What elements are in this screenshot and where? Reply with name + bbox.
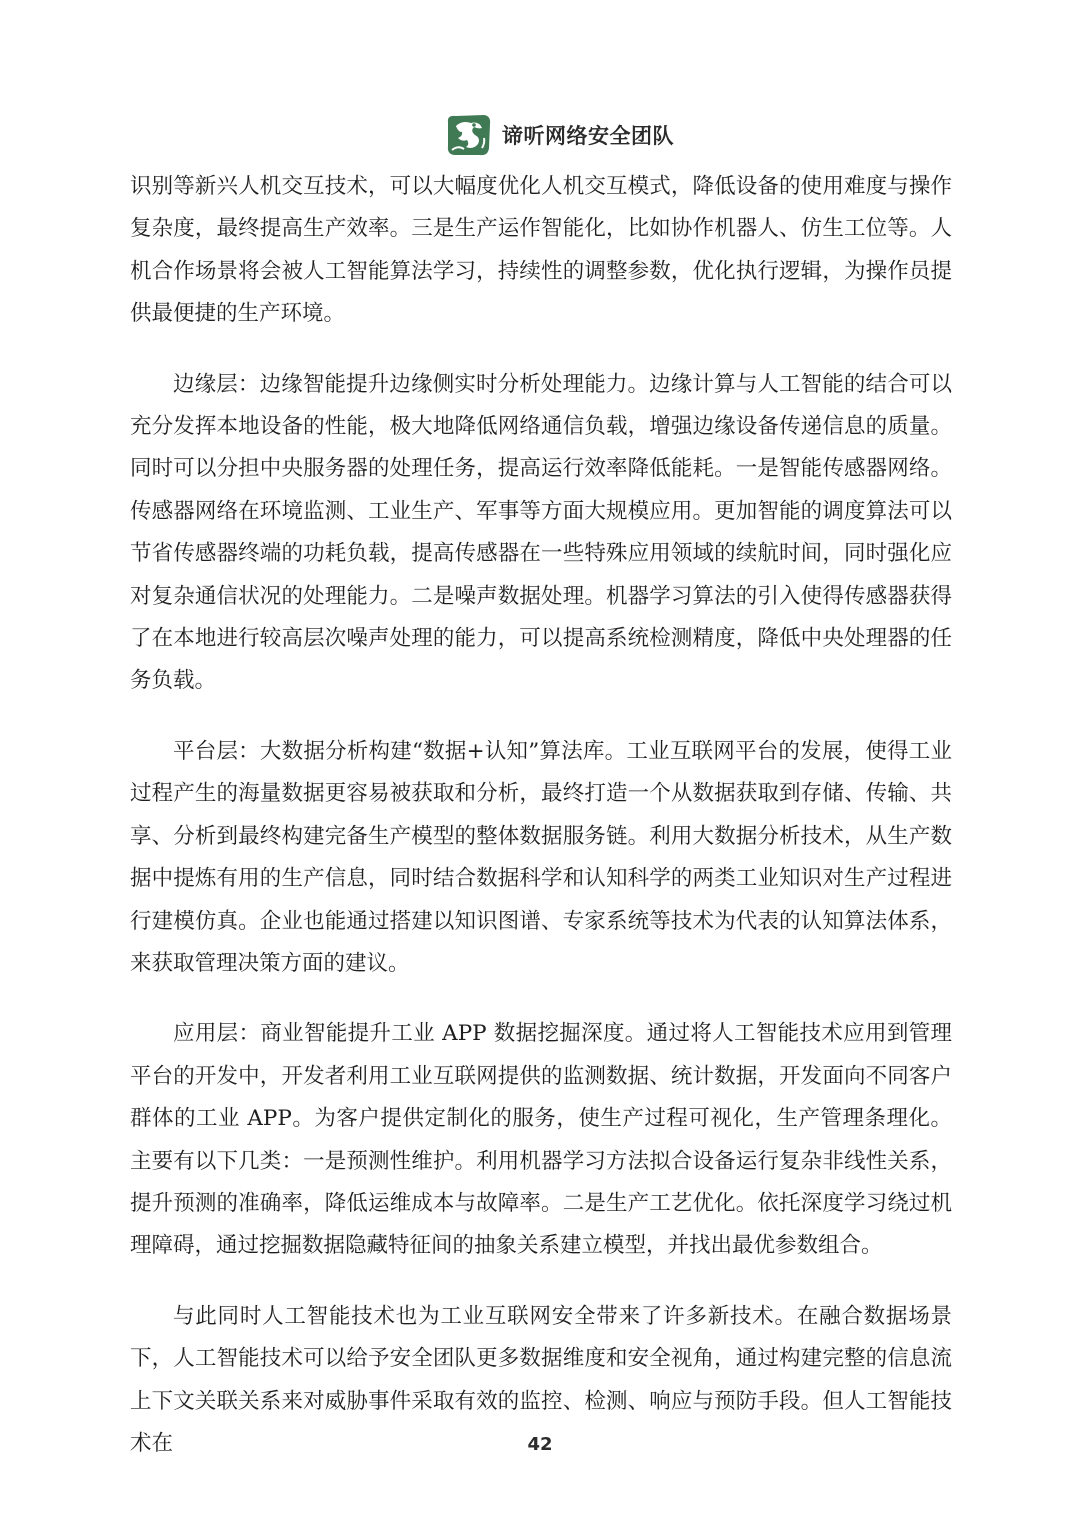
body-text [130, 166, 952, 1493]
paragraph: 识别等新兴人机交互技术，可以大幅度优化人机交互模式，降低设备的使用难度与操作复杂度，最终提高生产效率。三是生产运作智能化，比如协作机器人、仿生工位等。人机合作场景将会被人工智能算法学习，持续性的调整参数，优化执行逻辑，为操作员提供最便捷的生产环境。 [130, 174, 952, 327]
paragraph: 平台层：大数据分析构建“数据+认知”算法库。工业互联网平台的发展，使得工业过程产生的海量数据更容易被获取和分析，最终打造一个从数据获取到存储、传输、共享、分析到最终构建完备生产模型的整体数据服务链。利用大数据分析技术，从生产数据中提炼有用的生产信息，同时结合数据科学和认知科学的两类工业知识对生产过程进行建模仿真。企业也能通过搭建以知识图谱、专家系统等技术为代表的认知算法体系，来获取管理决策方面的建议。 [130, 738, 952, 976]
paragraph: 边缘层：边缘智能提升边缘侧实时分析处理能力。边缘计算与人工智能的结合可以充分发挥本地设备的性能，极大地降低网络通信负载，增强边缘设备传递信息的质量。同时可以分担中央服务器的处理任务，提高运行效率降低能耗。一是智能传感器网络。传感器网络在环境监测、工业生产、军事等方面大规模应用。更加智能的调度算法可以节省传感器终端的功耗负载，提高传感器在一些特殊应用领域的续航时间，同时强化应对复杂通信状况的处理能力。二是噪声数据处理。机器学习算法的引入使得传感器获得了在本地进行较高层次噪声处理的能力，可以提高系统检测精度，降低中央处理器的任务负载。 [130, 371, 952, 694]
header-title: 谛听网络安全团队 [502, 124, 674, 148]
page-number: 42 [527, 1434, 553, 1455]
page-header [0, 104, 1080, 160]
paragraph: 与此同时人工智能技术也为工业互联网安全带来了许多新技术。在融合数据场景下，人工智能技术可以给予安全团队更多数据维度和安全视角，通过构建完整的信息流上下文关联关系来对威胁事件采取有效的监控、检测、响应与预防手段。但人工智能技术在 [130, 1303, 952, 1456]
paragraph: 应用层：商业智能提升工业 APP 数据挖掘深度。通过将人工智能技术应用到管理平台的开发中，开发者利用工业互联网提供的监测数据、统计数据，开发面向不同客户群体的工业 APP。为客户提供定制化的服务，使生产过程可视化，生产管理条理化。主要有以下几类：一是预测性维护。利用机器学习方法拟合设备运行复杂非线性关系，提升预测的准确率，降低运维成本与故障率。二是生产工艺优化。依托深度学习绕过机理障碍，通过挖掘数据隐藏特征间的抽象关系建立模型，并找出最优参数组合。 [130, 1021, 952, 1259]
team-logo-icon [444, 112, 494, 158]
